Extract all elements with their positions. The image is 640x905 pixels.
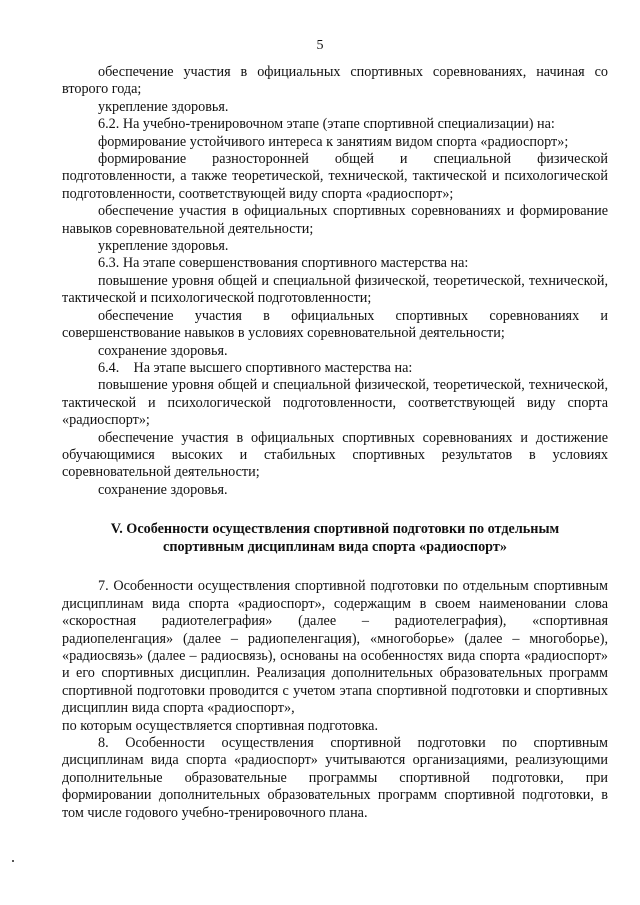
spacer (62, 556, 608, 578)
scan-speck (12, 860, 14, 862)
paragraph: укрепление здоровья. (98, 98, 229, 115)
paragraph: укрепление здоровья. (98, 238, 229, 255)
spacer (62, 499, 608, 521)
paragraph: формирование устойчивого интереса к занятиям видом спорта «радиоспорт»; (98, 133, 569, 150)
paragraph: обеспечение участия в официальных спортивных соревнованиях и формирование навыков соревновательной деятельности; (62, 203, 608, 237)
paragraph-8: 8. Особенности осуществления спортивной подготовки по спортивным дисциплинам вида спорта «радиоспорт» учитываются организациями, реализующими дополнительные образовательные программы спортивной подготовки, при формировании дополнительных образовательных программ спортивной подготовки, в том числе годового учебно-тренировочного плана. (62, 735, 608, 821)
paragraph: формирование разносторонней общей и специальной физической подготовленности, а также теоретической, технической, тактической и психологической подготовленности, соответствующей виду спорта «радиоспорт»; (62, 151, 608, 202)
paragraph: обеспечение участия в официальных спортивных соревнованиях и совершенствование навыков в условиях соревновательной деятельности; (62, 307, 608, 342)
paragraph: 6.3. На этапе совершенствования спортивного мастерства на: (98, 255, 469, 272)
document-body (62, 64, 608, 822)
paragraph: 6.4. На этапе высшего спортивного мастерства на: (98, 359, 413, 376)
paragraph: сохранение здоровья. (98, 481, 228, 498)
paragraph: 6.2. На учебно-тренировочном этапе (этапе спортивной специализации) на: (98, 116, 555, 133)
paragraph: повышение уровня общей и специальной физической, теоретической, технической, тактической и психологической подготовленности, соответствующей виду спорта «радиоспорт»; (62, 377, 608, 429)
paragraph: обеспечение участия в официальных спортивных соревнованиях и достижение обучающимися высоких и стабильных спортивных результатов в условиях соревновательной деятельности; (62, 429, 608, 481)
section-heading-line-1: V. Особенности осуществления спортивной подготовки по отдельным (110, 521, 560, 538)
section-heading-line-2: спортивным дисциплинам вида спорта «радиоспорт» (163, 538, 507, 555)
paragraph: сохранение здоровья. (98, 342, 228, 359)
page-number: 5 (316, 38, 324, 53)
paragraph: повышение уровня общей и специальной физической, теоретической, технической, тактической и психологической подготовленности; (62, 272, 608, 307)
paragraph-7: 7. Особенности осуществления спортивной подготовки по отдельным спортивным дисциплинам вида спорта «радиоспорт», содержащим в своем наименовании слова «скоростная радиотелеграфия» (далее – радиотелеграфия), «спортивная радиопеленгация» (далее – радиопеленгация), «многоборье» (далее – многоборье), «радиосвязь» (далее – радиосвязь), основаны на особенностях вида спорта «радиоспорт» и его спортивных дисциплин. Реализация дополнительных образовательных программ спортивной подготовки проводится с учетом этапа спортивной подготовки и спортивных дисциплин вида спорта «радиоспорт», (62, 578, 608, 717)
paragraph: обеспечение участия в официальных спортивных соревнованиях, начиная со второго года; (62, 64, 608, 98)
paragraph-7-tail: по которым осуществляется спортивная подготовка. (62, 717, 378, 734)
